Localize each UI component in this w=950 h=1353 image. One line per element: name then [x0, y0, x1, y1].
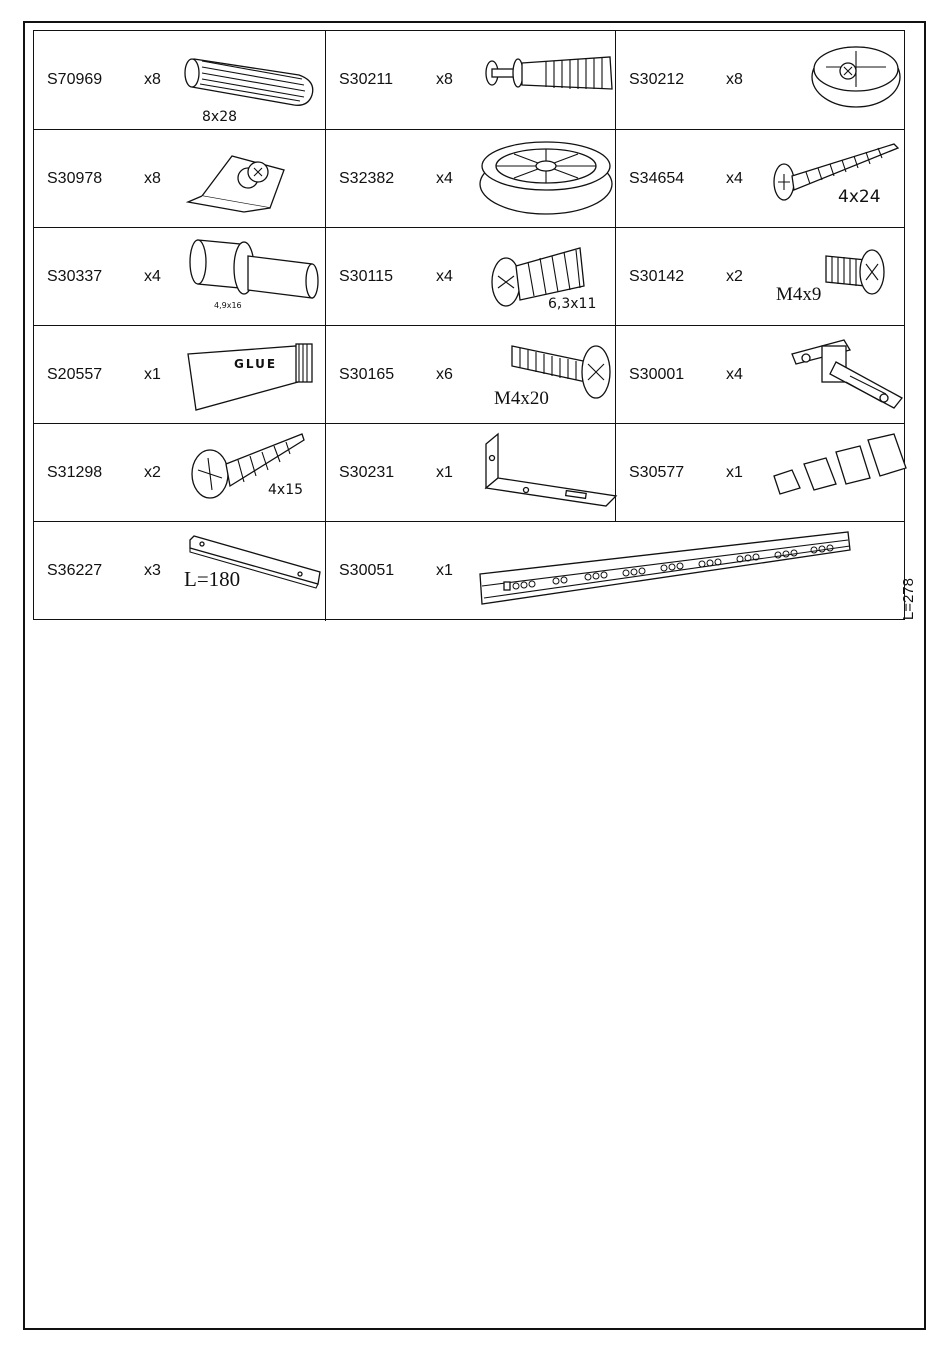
part-cell [615, 424, 906, 521]
part-cell [615, 130, 906, 227]
furniture-glide-icon [476, 136, 616, 222]
part-quantity: x1 [726, 464, 743, 481]
table-row [34, 521, 917, 621]
part-quantity: x8 [144, 71, 161, 88]
shelf-pin-icon [184, 234, 324, 320]
part-quantity: x2 [726, 268, 743, 285]
part-code: S20557 [47, 366, 103, 383]
size-label: M4x20 [494, 388, 549, 409]
wooden-dowel-icon [184, 37, 324, 123]
hardware-parts-table [33, 30, 917, 621]
part-cell [34, 31, 325, 129]
table-row [34, 325, 904, 423]
machine-screw-icon [766, 234, 906, 320]
part-code: S30577 [629, 464, 685, 481]
size-label: 4x24 [838, 187, 881, 207]
part-cell [615, 31, 906, 129]
part-cell [325, 326, 615, 423]
part-quantity: x1 [144, 366, 161, 383]
part-cell [615, 228, 906, 325]
angle-bracket-icon [476, 430, 616, 516]
size-label: 8x28 [202, 109, 238, 125]
wood-screw-short-icon [184, 430, 324, 516]
part-quantity: x4 [144, 268, 161, 285]
size-label: 6,3x11 [548, 296, 597, 312]
felt-pads-icon [766, 430, 906, 516]
part-cell [34, 228, 325, 325]
part-cell [34, 130, 325, 227]
table-row [34, 423, 904, 521]
part-code: S30231 [339, 464, 395, 481]
part-cell [325, 130, 615, 227]
part-cell [325, 424, 615, 521]
part-cell [34, 424, 325, 521]
part-quantity: x4 [436, 170, 453, 187]
part-quantity: x6 [436, 366, 453, 383]
part-quantity: x1 [436, 464, 453, 481]
size-label: 4x15 [268, 482, 304, 498]
part-cell [325, 522, 917, 621]
size-label: 4,9x16 [214, 301, 242, 310]
corner-block-icon [184, 136, 324, 222]
cam-bolt-icon [476, 37, 616, 123]
slide-length-label: L=278 [900, 578, 917, 621]
part-code: S30051 [339, 562, 395, 579]
hinge-icon [766, 332, 906, 418]
wood-screw-icon [766, 136, 906, 222]
part-code: S70969 [47, 71, 103, 88]
part-code: S30142 [629, 268, 685, 285]
part-code: S32382 [339, 170, 395, 187]
euro-screw-icon [476, 234, 616, 320]
part-code: S30978 [47, 170, 103, 187]
part-code: S34654 [629, 170, 685, 187]
part-cell [34, 522, 325, 621]
part-code: S30211 [339, 71, 393, 88]
rail-strip-icon [184, 528, 324, 614]
part-quantity: x4 [726, 366, 743, 383]
part-cell [325, 228, 615, 325]
part-quantity: x8 [726, 71, 743, 88]
size-label: M4x9 [776, 284, 822, 305]
part-code: S36227 [47, 562, 103, 579]
machine-screw-long-icon [476, 332, 616, 418]
part-quantity: x3 [144, 562, 161, 579]
cam-lock-icon [766, 37, 906, 123]
part-cell [615, 326, 906, 423]
part-code: S30337 [47, 268, 103, 285]
part-quantity: x1 [436, 562, 453, 579]
table-row [34, 31, 904, 129]
part-quantity: x8 [144, 170, 161, 187]
part-cell [34, 326, 325, 423]
drawer-slide-icon [476, 528, 856, 614]
size-label: L=180 [184, 567, 241, 591]
part-quantity: x4 [436, 268, 453, 285]
glue-label: GLUE [234, 357, 278, 371]
part-code: S30115 [339, 268, 393, 285]
part-quantity: x8 [436, 71, 453, 88]
part-code: S30001 [629, 366, 685, 383]
part-code: S31298 [47, 464, 103, 481]
part-quantity: x2 [144, 464, 161, 481]
table-row [34, 227, 904, 325]
table-row [34, 129, 904, 227]
part-code: S30212 [629, 71, 685, 88]
part-cell [325, 31, 615, 129]
part-quantity: x4 [726, 170, 743, 187]
part-code: S30165 [339, 366, 395, 383]
glue-tube-icon [184, 332, 324, 418]
